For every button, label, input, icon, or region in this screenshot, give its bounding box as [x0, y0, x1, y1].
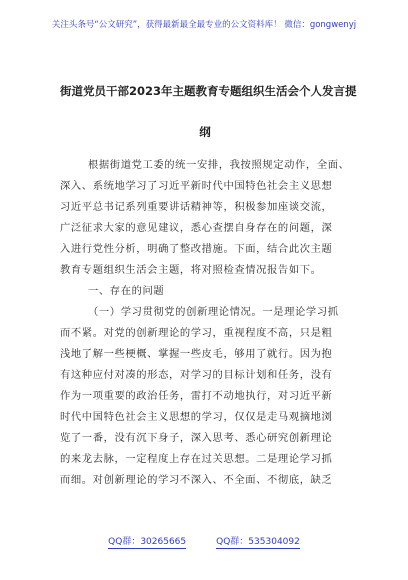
body-line: （一）学习贯彻党的创新理论情况。一是理论学习抓 [88, 306, 339, 318]
section-heading: 一、存在的问题 [88, 285, 165, 297]
body-line: 而细。对创新理论的学习不深入、不全面、不彻底，缺乏 [60, 474, 333, 486]
body-line: 根据街道党工委的统一安排，我按照规定动作，全面、 [88, 159, 350, 171]
header-banner: 关注头条号“公文研究”，获得最新最全最专业的公文资料库！ 微信：gongwenyj [51, 20, 357, 30]
footer-contact [0, 534, 408, 547]
document-title-line-2: 纲 [199, 125, 211, 139]
body-line: 深入、系统地学习了习近平新时代中国特色社会主义思想 [60, 180, 333, 192]
body-line: 作为一项重要的政治任务，雷打不动地执行，对习近平新 [60, 390, 333, 402]
body-line: 览了一番，没有沉下身子，深入思考、悉心研究创新理论 [60, 432, 333, 444]
document-title-line-1: 街道党员干部2023年主题教育专题组织生活会个人发言提 [60, 84, 357, 98]
body-line: 入进行党性分析，明确了整改措施。下面，结合此次主题 [60, 243, 333, 255]
body-line: 习近平总书记系列重要讲话精神等，积极参加座谈交流， [60, 201, 333, 213]
body-line: 而不紧。对党的创新理论的学习，重视程度不高，只是粗 [60, 327, 333, 339]
body-line: 有这种应付对凑的形态，对学习的目标计划和任务，没有 [60, 369, 333, 381]
body-line: 教育专题组织生活会主题，将对照检查情况报告如下。 [60, 264, 322, 276]
body-line: 时代中国特色社会主义思想的学习，仅仅是走马观摘地浏 [60, 411, 333, 423]
body-line: 浅地了解一些梗概、掌握一些皮毛，够用了就行。因为抱 [60, 348, 333, 360]
footer-qq-group-1: QQ群：30265665 [108, 537, 187, 547]
body-line: 广泛征求大家的意见建议，悉心查摆自身存在的问题，深 [60, 222, 333, 234]
body-line: 的来龙去脉，一定程度上存在过关思想。二是理论学习抓 [60, 453, 333, 465]
footer-qq-group-2: QQ群：535304092 [216, 537, 300, 547]
